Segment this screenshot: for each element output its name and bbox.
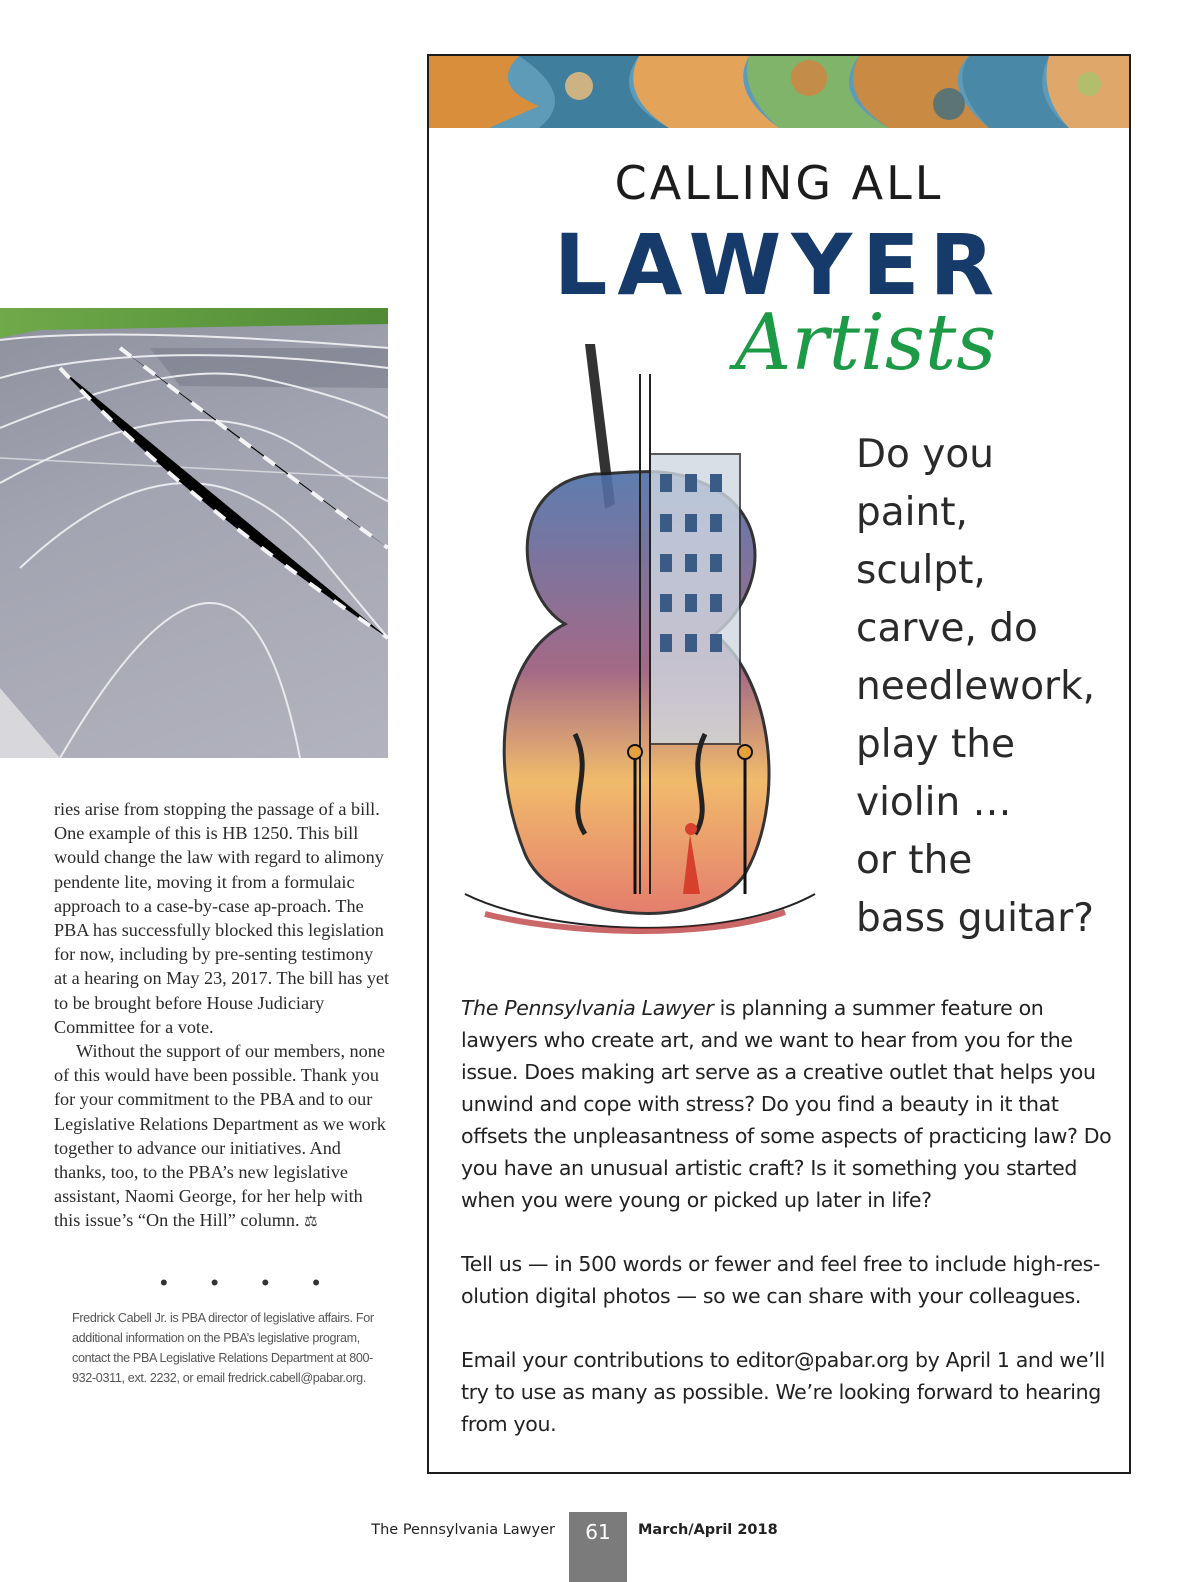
page-number: 61 xyxy=(569,1512,627,1582)
question-line: Do you xyxy=(856,432,994,477)
question-line: violin … xyxy=(856,780,1012,825)
article-paragraph: ries arise from stopping the passage of a bill. One example of this is HB 1250. This bill would change the law with regard to alimony pendente lite, moving it from a formulaic approach to a case-by-case ap-proach. The PBA has successfully blocked this legislation for now, including by pre-senting testimony at a hearing on May 23, 2017. The bill has yet to be brought before House Judiciary Committee for a vote. xyxy=(54,799,390,1037)
question-line: needlework, xyxy=(856,664,1096,709)
heading-calling-all: CALLING ALL xyxy=(614,156,944,210)
article-paragraph xyxy=(54,1039,390,1235)
violin-cityscape-illustration xyxy=(445,334,825,954)
page-footer xyxy=(0,1512,1200,1582)
question-text xyxy=(856,426,1116,948)
ad-paragraph: Tell us — in 500 words or fewer and feel free to include high-res-olution digital photos — so we can share with your colleagues. xyxy=(461,1252,1101,1308)
separator-dot: • xyxy=(210,1270,219,1295)
question-line: carve, do xyxy=(856,606,1038,651)
footer-issue-date: March/April 2018 xyxy=(638,1522,778,1538)
ad-paragraph xyxy=(461,992,1121,1216)
question-line: play the xyxy=(856,722,1015,767)
article-body xyxy=(54,797,390,1235)
question-line: paint, xyxy=(856,490,968,535)
question-line: bass guitar? xyxy=(856,896,1094,941)
separator-dot: • xyxy=(261,1270,270,1295)
heading-lawyer: LAWYER xyxy=(553,216,1005,314)
separator-dot: • xyxy=(160,1270,168,1295)
running-track-photo xyxy=(0,308,388,758)
ad-paragraph-text: is planning a summer feature on lawyers who create art, and we want to hear from you for the issue. Does making art serve as a creative outlet that helps you unwind and cope with stress? Do you find a beauty in it that offsets the unpleasantness of some aspects of practicing law? Do you have an unusual artistic craft? Is it something you started when you were young or picked up later in life? xyxy=(461,996,1112,1212)
section-separator xyxy=(160,1270,320,1296)
ad-paragraph: Email your contributions to editor@pabar.org by April 1 and we’ll try to use as many as possible. We’re looking forward to hearing from you. xyxy=(461,1348,1105,1436)
footer-magazine-name: The Pennsylvania Lawyer xyxy=(371,1522,555,1538)
author-bio: Fredrick Cabell Jr. is PBA director of legislative affairs. For additional information on the PBA’s legislative program, contact the PBA Legislative Relations Department at 800-932-0311, ext. 2232, or email fredrick.cabell@pabar.org. xyxy=(72,1311,374,1385)
ad-body-text xyxy=(461,992,1121,1472)
question-line: sculpt, xyxy=(856,548,986,593)
heading-artists-script: Artists xyxy=(735,298,997,388)
painted-banner-image xyxy=(429,56,1129,128)
magazine-title: The Pennsylvania Lawyer xyxy=(461,996,714,1020)
article-paragraph-text: Without the support of our members, none of this would have been possible. Thank you for your commitment to the PBA and to our Legislative Relations Department as we work together to advance our initiatives. And thanks, too, to the PBA’s new legislative assistant, Naomi George, for her help with this issue’s “On the Hill” column. xyxy=(54,1041,386,1231)
separator-dot: • xyxy=(312,1270,320,1295)
scales-end-mark-icon: ⚖ xyxy=(304,1214,318,1231)
lawyer-artists-ad xyxy=(427,54,1131,1474)
question-line: or the xyxy=(856,838,973,883)
